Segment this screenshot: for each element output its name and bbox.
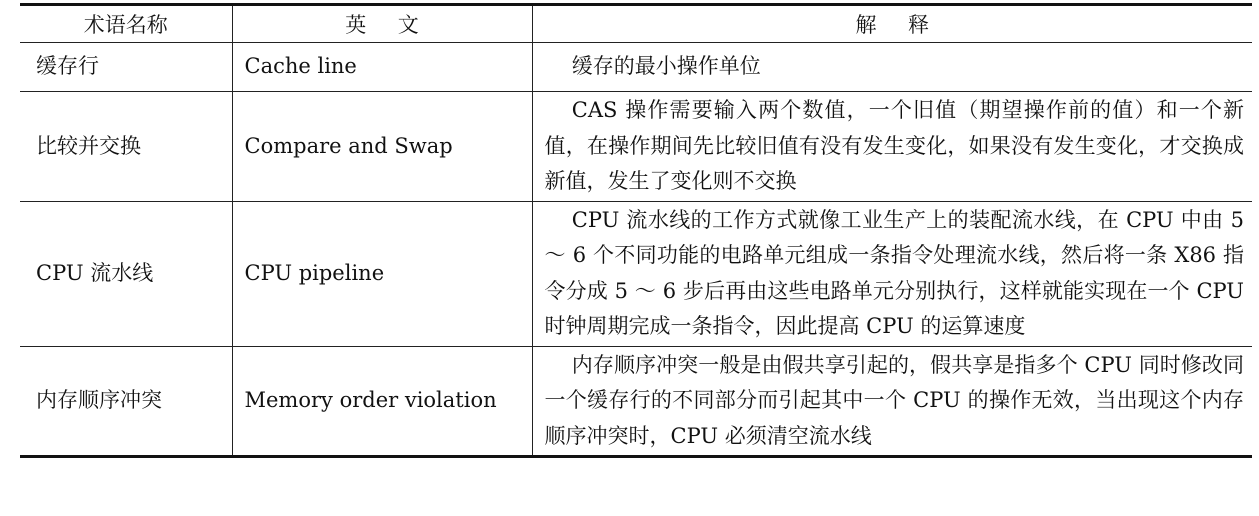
header-explanation: 解释 (532, 5, 1252, 43)
explanation-cell: CAS 操作需要输入两个数值，一个旧值（期望操作前的值）和一个新值，在操作期间先比较旧值有没有发生变化，如果没有发生变化，才交换成新值，发生了变化则不交换 (532, 92, 1252, 202)
table-row (20, 201, 1252, 346)
table-row (20, 43, 1252, 92)
term-cell: 内存顺序冲突 (20, 346, 232, 457)
header-term: 术语名称 (20, 5, 232, 43)
english-cell: Cache line (232, 43, 532, 92)
term-cell: CPU 流水线 (20, 201, 232, 346)
table-row (20, 92, 1252, 202)
explanation-cell: 缓存的最小操作单位 (532, 43, 1252, 92)
english-cell: Compare and Swap (232, 92, 532, 202)
term-cell: 比较并交换 (20, 92, 232, 202)
header-english: 英文 (232, 5, 532, 43)
terms-table (20, 3, 1252, 458)
english-cell: Memory order violation (232, 346, 532, 457)
terms-table-container (20, 3, 1252, 458)
explanation-cell: 内存顺序冲突一般是由假共享引起的，假共享是指多个 CPU 同时修改同一个缓存行的不同部分而引起其中一个 CPU 的操作无效，当出现这个内存顺序冲突时，CPU 必须清空流水线 (544, 352, 1244, 448)
table-row (20, 346, 1252, 457)
term-cell: 缓存行 (20, 43, 232, 92)
english-cell: CPU pipeline (232, 201, 532, 346)
explanation-cell: CPU 流水线的工作方式就像工业生产上的装配流水线，在 CPU 中由 5 ～ 6 个不同功能的电路单元组成一条指令处理流水线，然后将一条 X86 指令分成 5 ～ 6 步后再由这些电路单元分别执行，这样就能实现在一个 CPU 时钟周期完成一条指令，因此提高 CPU 的运算速度 (532, 201, 1252, 346)
table-header-row (20, 5, 1252, 43)
